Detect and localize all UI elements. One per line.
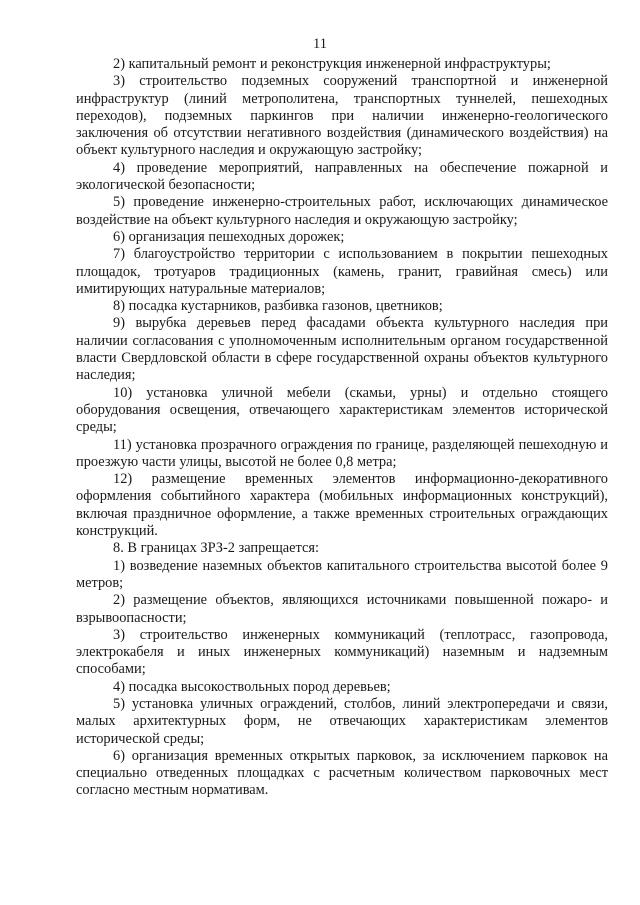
paragraph-prohibited-item-4: 4) посадка высокоствольных пород деревьев; [113, 678, 391, 695]
paragraph-prohibited-item-5: 5) установка уличных ограждений, столбов, линий электропередачи и связи, малых архитектурных форм, не отвечающих характеристикам элементов исторической среды; [76, 695, 608, 747]
paragraph-prohibited-item-1: 1) возведение наземных объектов капитального строительства высотой более 9 метров; [76, 557, 608, 591]
paragraph-permitted-item-12: 12) размещение временных элементов информационно-декоративного оформления событийного характера (мобильных информационных конструкций), включая праздничное оформление, а также временных строительных ограждающих конструкций. [76, 471, 608, 540]
paragraph-permitted-item-2: 2) капитальный ремонт и реконструкция инженерной инфраструктуры; [113, 56, 551, 72]
paragraph-permitted-item-5: 5) проведение инженерно-строительных работ, исключающих динамическое воздействие на объект культурного наследия и окружающую застройку; [76, 194, 608, 228]
paragraph-permitted-item-10: 10) установка уличной мебели (скамьи, урны) и отдельно стоящего оборудования освещения, отвечающего характеристикам элементов исторической среды; [76, 384, 608, 436]
page-number: 11 [313, 36, 327, 52]
paragraph-prohibited-item-2: 2) размещение объектов, являющихся источниками повышенной пожаро- и взрывоопасности; [76, 592, 608, 626]
paragraph-prohibited-item-3: 3) строительство инженерных коммуникаций (теплотрасс, газопровода, электрокабеля и иных инженерных коммуникаций) наземным и надземным способами; [76, 626, 608, 678]
paragraph-permitted-item-9: 9) вырубка деревьев перед фасадами объекта культурного наследия при наличии согласования с уполномоченным исполнительным органом государственной власти Свердловской области в сфере государственной охраны объектов культурного наследия; [76, 315, 608, 384]
paragraph-permitted-item-7: 7) благоустройство территории с использованием в покрытии пешеходных площадок, тротуаров традиционных (камень, гранит, гравийная смесь) или имитирующих натуральные материалов; [76, 246, 608, 297]
paragraph-prohibited-item-6: 6) организация временных открытых парковок, за исключением парковок на специально отведенных площадках с расчетным количеством парковочных мест согласно местным нормативам. [76, 747, 608, 799]
document-body [76, 56, 608, 800]
paragraph-permitted-item-8: 8) посадка кустарников, разбивка газонов, цветников; [113, 298, 443, 315]
section-heading-zrz-2: 8. В границах ЗРЗ-2 запрещается: [113, 540, 320, 557]
paragraph-permitted-item-11: 11) установка прозрачного ограждения по границе, разделяющей пешеходную и проезжую части улицы, высотой не более 0,8 метра; [76, 436, 608, 470]
paragraph-permitted-item-4: 4) проведение мероприятий, направленных на обеспечение пожарной и экологической безопасности; [76, 159, 608, 194]
paragraph-permitted-item-6: 6) организация пешеходных дорожек; [113, 228, 345, 245]
paragraph-permitted-item-3: 3) строительство подземных сооружений транспортной и инженерной инфраструктур (линий метрополитена, транспортных туннелей, пешеходных переходов), подземных паркингов при наличии инженерно-геологического заключения об отсутствии негативного воздействия (динамического воздействия) на объект культурного наследия и окружающую застройку; [76, 73, 608, 159]
